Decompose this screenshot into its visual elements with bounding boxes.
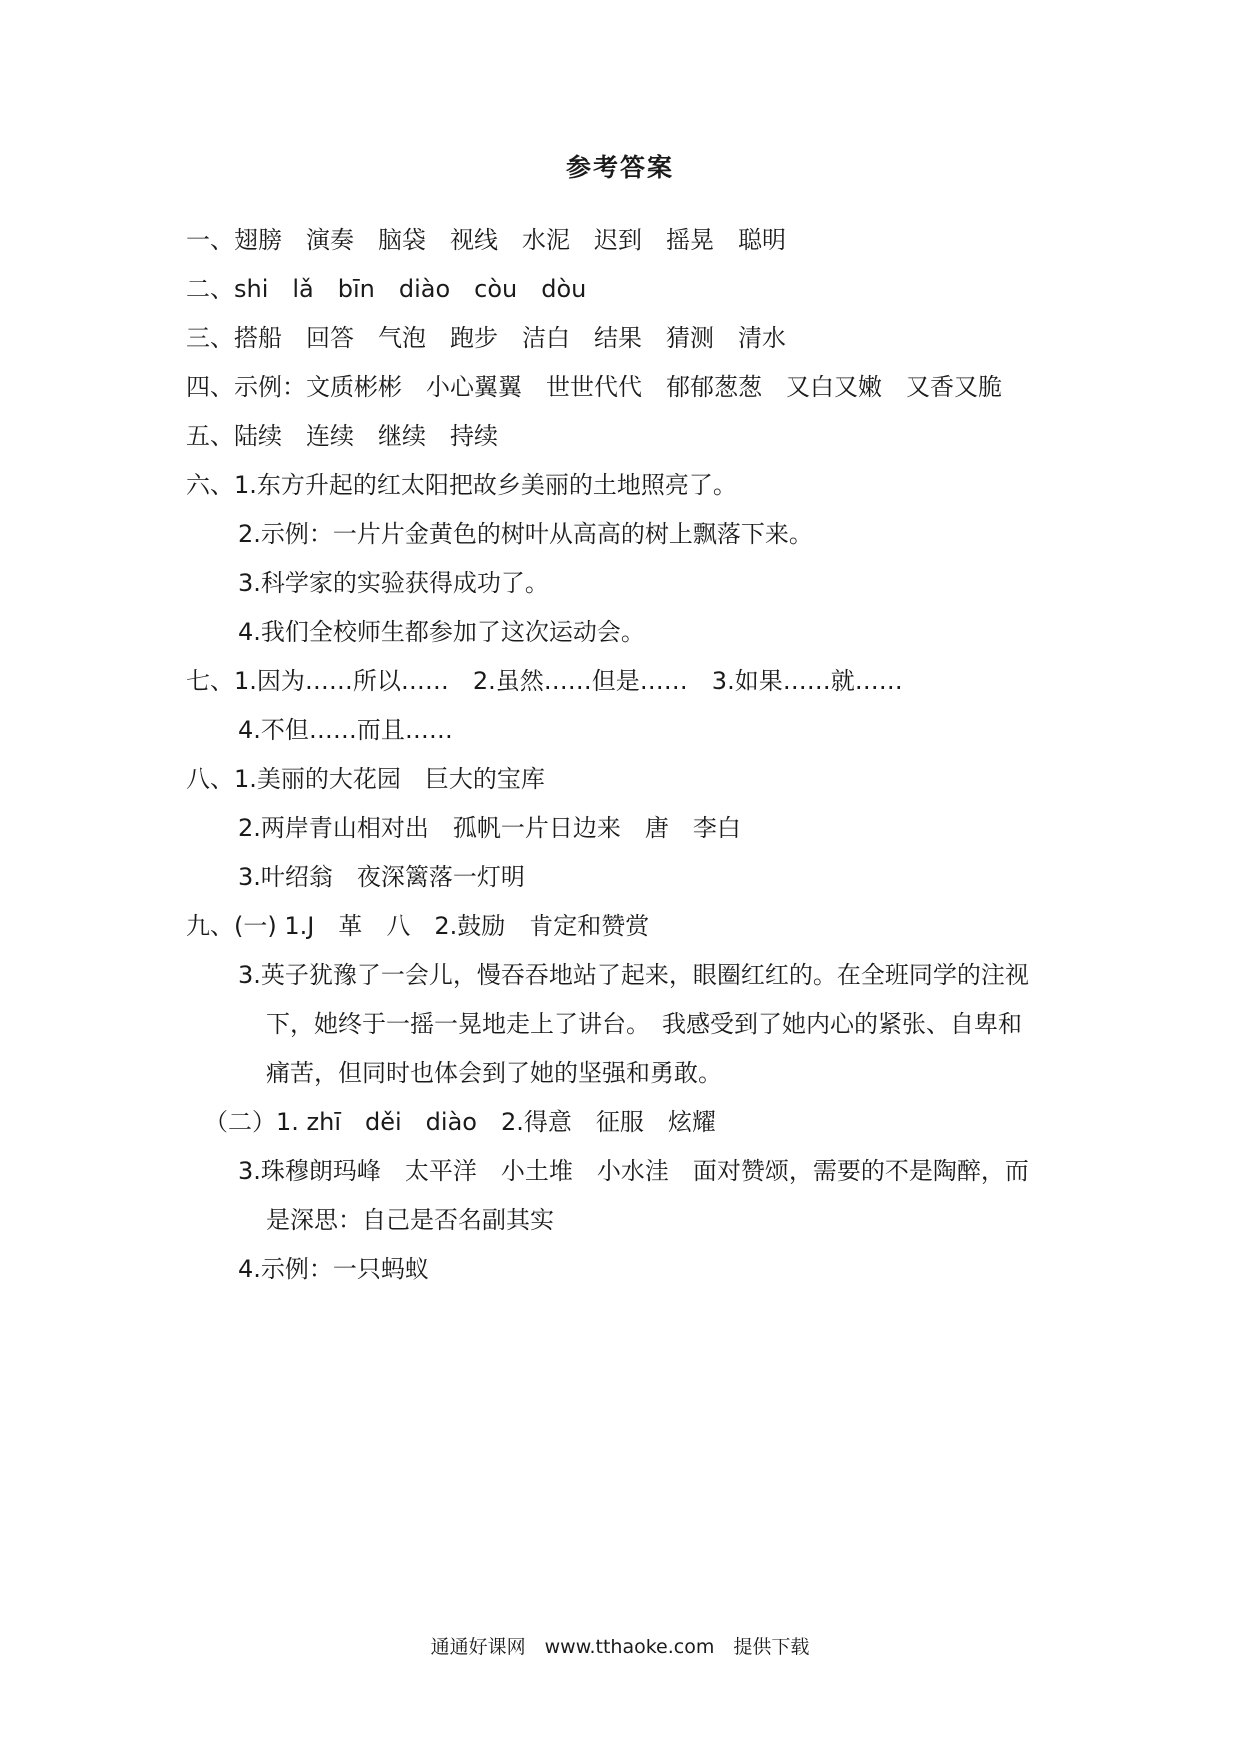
answer-line-9-3c: 痛苦，但同时也体会到了她的坚强和勇敢。: [266, 1059, 722, 1087]
answer-line-6-3: 3.科学家的实验获得成功了。: [238, 569, 549, 597]
footer-source: 通通好课网 www.tthaoke.com 提供下载: [430, 1636, 810, 1658]
answer-line-9-part2: （二）1. zhī děi diào 2.得意 征服 炫耀: [204, 1108, 716, 1136]
answer-line-9-3a: 3.英子犹豫了一会儿，慢吞吞地站了起来，眼圈红红的。在全班同学的注视: [238, 961, 1029, 989]
answer-line-3: 三、搭船 回答 气泡 跑步 洁白 结果 猜测 清水: [186, 324, 786, 352]
answer-line-6-2: 2.示例：一片片金黄色的树叶从高高的树上飘落下来。: [238, 520, 813, 548]
page-title: 参考答案: [565, 153, 674, 182]
answer-line-9-3b: 下，她终于一摇一晃地走上了讲台。 我感受到了她内心的紧张、自卑和: [266, 1010, 1022, 1038]
answer-line-9-part2-4: 4.示例：一只蚂蚁: [238, 1255, 429, 1283]
answer-line-7-2: 4.不但……而且……: [238, 716, 453, 744]
answer-line-8-1: 八、1.美丽的大花园 巨大的宝库: [186, 765, 545, 793]
answer-line-4: 四、示例：文质彬彬 小心翼翼 世世代代 郁郁葱葱 又白又嫩 又香又脆: [186, 373, 1002, 401]
answer-line-7-1: 七、1.因为……所以…… 2.虽然……但是…… 3.如果……就……: [186, 667, 903, 695]
answer-line-5: 五、陆续 连续 继续 持续: [186, 422, 498, 450]
answer-line-8-2: 2.两岸青山相对出 孤帆一片日边来 唐 李白: [238, 814, 741, 842]
answer-line-8-3: 3.叶绍翁 夜深篱落一灯明: [238, 863, 525, 891]
answer-line-9-1: 九、(一) 1.J 革 八 2.鼓励 肯定和赞赏: [186, 912, 650, 940]
answer-line-6-4: 4.我们全校师生都参加了这次运动会。: [238, 618, 645, 646]
answer-line-9-part2-3a: 3.珠穆朗玛峰 太平洋 小土堆 小水洼 面对赞颂，需要的不是陶醉，而: [238, 1157, 1029, 1185]
answer-list: [186, 216, 1066, 1294]
answer-line-2: 二、shi lǎ bīn diào còu dòu: [186, 275, 587, 303]
answer-line-1: 一、翅膀 演奏 脑袋 视线 水泥 迟到 摇晃 聪明: [186, 226, 786, 254]
answer-line-6-1: 六、1.东方升起的红太阳把故乡美丽的土地照亮了。: [186, 471, 737, 499]
answer-line-9-part2-3b: 是深思：自己是否名副其实: [266, 1206, 554, 1234]
